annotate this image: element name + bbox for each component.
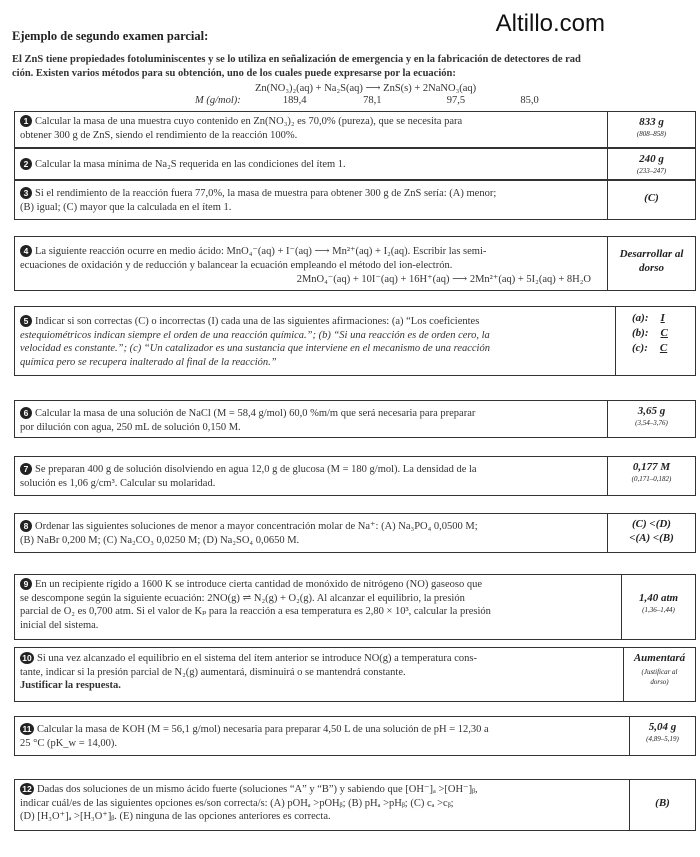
question-line: Justificar la respuesta.: [20, 680, 121, 691]
question-2: [14, 148, 696, 180]
answer-box: [621, 575, 695, 639]
answer: (B): [655, 797, 670, 809]
question-line: química pero se recupera inalterado al final de la reacción.”: [20, 356, 277, 368]
question-number: 7: [20, 463, 32, 475]
answer-range: (Justificar al dorso): [641, 668, 678, 686]
question-line: por dilución con agua, 250 mL de solución 0,150 M.: [20, 421, 241, 433]
answer: (C) <(D) <(A) <(B): [629, 518, 674, 544]
question-line: Se preparan 400 g de solución disolviendo en agua 12,0 g de glucosa (M = 180 g/mol). La densidad de la: [35, 464, 477, 475]
answer-box: [615, 307, 695, 375]
question-text: [20, 158, 346, 172]
watermark: Altillo.com: [495, 10, 605, 37]
question-line: velocidad es constante.”; (c) “Un catalizador es una sustancia que interviene en el mecanismo de una reacción: [20, 343, 490, 354]
question-line: Si una vez alcanzado el equilibrio en el sistema del ítem anterior se introduce NO(g) a temperatura cons-: [37, 653, 477, 664]
question-10: [14, 647, 696, 702]
balanced-equation: 2MnO₄⁻(aq) + 10I⁻(aq) + 16H⁺(aq) ⟶ 2Mn²⁺(aq) + 5I₂(aq) + 8H₂O: [296, 274, 591, 285]
question-text: [20, 245, 486, 272]
answer-box: [623, 648, 695, 701]
answer-box: [607, 514, 695, 552]
question-text: [20, 783, 478, 824]
question-line: solución es 1,06 g/cm³. Calcular su molaridad.: [20, 477, 216, 489]
answer-range: (3,54–3,76): [635, 419, 668, 427]
question-number: 11: [20, 723, 34, 735]
question-text: [20, 520, 478, 547]
molar-mass-value: 189,4: [282, 95, 307, 106]
question-line: En un recipiente rígido a 1600 K se introduce cierta cantidad de monóxido de nitrógeno (NO) gaseoso que: [35, 579, 482, 590]
answer-range: (0,171–0,182): [631, 475, 672, 483]
question-text: [20, 652, 477, 693]
question-line: indicar cuál/es de las siguientes opciones es/son correcta/s: (A) pOHₐ >pOHᵦ; (B) pHₐ >pHᵦ; (C) cₐ >cᵦ;: [20, 797, 454, 809]
question-line: (D) [H₃O⁺]ₐ >[H₃O⁺]ᵦ. (E) ninguna de las opciones anteriores es correcta.: [20, 811, 331, 822]
answer: 0,177 M: [632, 461, 671, 473]
question-1: [14, 111, 696, 148]
intro-line-2: ción. Existen varios métodos para su obtención, uno de los cuales puede expresarse por la ecuación:: [12, 68, 456, 79]
question-text: [20, 115, 462, 142]
answer-box: [607, 112, 695, 147]
question-number: 5: [20, 315, 32, 327]
question-line: Ordenar las siguientes soluciones de menor a mayor concentración molar de Na⁺: (A) Na₃PO₄ 0,0500 M;: [35, 521, 478, 532]
question-number: 6: [20, 407, 32, 419]
question-number: 1: [20, 115, 32, 127]
question-line: Calcular la masa de KOH (M = 56,1 g/mol) necesaria para preparar 4,50 L de una solución de pH = 12,30 a: [37, 724, 489, 735]
answer: 833 g: [639, 116, 664, 128]
question-6: [14, 400, 696, 438]
molar-mass-value: 85,0: [520, 95, 539, 106]
main-equation: Zn(NO₃)₂(aq) + Na₂S(aq) ⟶ ZnS(s) + 2NaNO₃(aq): [255, 83, 477, 94]
question-line: La siguiente reacción ocurre en medio ácido: MnO₄⁻(aq) + I⁻(aq) ⟶ Mn²⁺(aq) + I₂(aq). Escribir las semi-: [35, 246, 487, 257]
intro-line-1: El ZnS tiene propiedades fotoluminiscentes y se lo utiliza en señalización de emergencia y en la fabricación de detectores de rad: [12, 54, 581, 65]
question-4: [14, 236, 696, 291]
question-line: (B) NaBr 0,200 M; (C) Na₂CO₃ 0,0250 M; (D) Na₂SO₄ 0,0650 M.: [20, 534, 300, 546]
question-line: Indicar si son correctas (C) o incorrectas (I) cada una de las siguientes afirmaciones: (a) “Los coeficientes: [35, 316, 480, 327]
answer-list: [616, 311, 695, 356]
question-text: [20, 463, 477, 490]
question-number: 9: [20, 578, 32, 590]
question-3: [14, 180, 696, 220]
answer-box: [607, 149, 695, 179]
question-line: tante, indicar si la presión parcial de N₂(g) aumentará, disminuirá o se mantendrá constante.: [20, 666, 406, 678]
answer-box: [629, 717, 695, 755]
question-line: ecuaciones de oxidación y de reducción y balancear la ecuación empleando el método del ion-electrón.: [20, 259, 453, 271]
answer-item: (c): C: [632, 342, 668, 354]
answer: 1,40 atm: [638, 592, 679, 604]
question-text: [20, 187, 496, 214]
answer-box: [607, 401, 695, 437]
question-number: 3: [20, 187, 32, 199]
answer-box: [607, 237, 695, 290]
question-line: Calcular la masa mínima de Na₂S requerida en las condiciones del ítem 1.: [35, 159, 346, 170]
molar-mass-row: [195, 95, 560, 106]
answer: 240 g: [639, 153, 664, 165]
question-number: 2: [20, 158, 32, 170]
question-12: [14, 779, 696, 831]
question-text: [20, 407, 475, 434]
answer-range: (808–858): [636, 130, 667, 138]
question-11: [14, 716, 696, 756]
question-line: inicial del sistema.: [20, 619, 99, 631]
answer-item: (b): C: [632, 327, 668, 339]
answer: (C): [644, 192, 659, 204]
answer: Aumentará: [633, 652, 686, 664]
answer: Desarrollar al dorso: [619, 248, 684, 274]
answer-range: (1,36–1,44): [642, 606, 675, 614]
question-number: 12: [20, 783, 34, 795]
page-title: Ejemplo de segundo examen parcial:: [12, 29, 209, 43]
question-text: [20, 578, 491, 632]
question-number: 8: [20, 520, 32, 532]
question-line: se descompone según la siguiente ecuación: 2NO(g) ⇌ N₂(g) + O₂(g). Al alcanzar el equilibrio, la presión: [20, 592, 465, 604]
question-line: estequiométricos indican siempre el orden de una reacción química.”; (b) “Si una reacción es de orden cero, la: [20, 329, 490, 341]
question-text: [20, 723, 489, 750]
question-line: parcial de O₂ es 0,700 atm. Si el valor de Kₚ para la reacción a esa temperatura es 2,80 × 10³, calcular la presión: [20, 606, 491, 617]
intro-text: [12, 53, 700, 81]
molar-mass-value: 78,1: [363, 95, 382, 106]
answer-range: (233–247): [636, 167, 667, 175]
question-5: [14, 306, 696, 376]
question-line: obtener 300 g de ZnS, siendo el rendimiento de la reacción 100%.: [20, 129, 298, 141]
question-9: [14, 574, 696, 640]
question-line: Calcular la masa de una solución de NaCl (M = 58,4 g/mol) 60,0 %m/m que será necesaria para preparar: [35, 408, 476, 419]
question-line: Si el rendimiento de la reacción fuera 77,0%, la masa de muestra para obtener 300 g de ZnS sería: (A) menor;: [35, 188, 497, 199]
answer: 5,04 g: [648, 721, 677, 733]
answer-box: [607, 181, 695, 219]
molar-mass-label: M (g/mol):: [195, 95, 241, 106]
answer-box: [607, 457, 695, 495]
question-text: [20, 315, 490, 369]
question-line: (B) igual; (C) mayor que la calculada en el ítem 1.: [20, 201, 232, 213]
answer: 3,65 g: [637, 405, 666, 417]
question-line: 25 °C (pK_w = 14,00).: [20, 737, 118, 749]
question-7: [14, 456, 696, 496]
answer-box: [629, 780, 695, 830]
question-line: Dadas dos soluciones de un mismo ácido fuerte (soluciones “A” y “B”) y sabiendo que [OH⁻]ₐ >[OH⁻]ᵦ,: [37, 784, 478, 795]
answer-item: (a): I: [632, 312, 665, 324]
molar-mass-value: 97,5: [446, 95, 466, 106]
question-8: [14, 513, 696, 553]
question-number: 10: [20, 652, 34, 664]
question-number: 4: [20, 245, 32, 257]
answer-range: (4,89–5,19): [646, 735, 679, 743]
question-line: Calcular la masa de una muestra cuyo contenido en Zn(NO₃)₂ es 70,0% (pureza), que se necesita para: [35, 116, 463, 127]
